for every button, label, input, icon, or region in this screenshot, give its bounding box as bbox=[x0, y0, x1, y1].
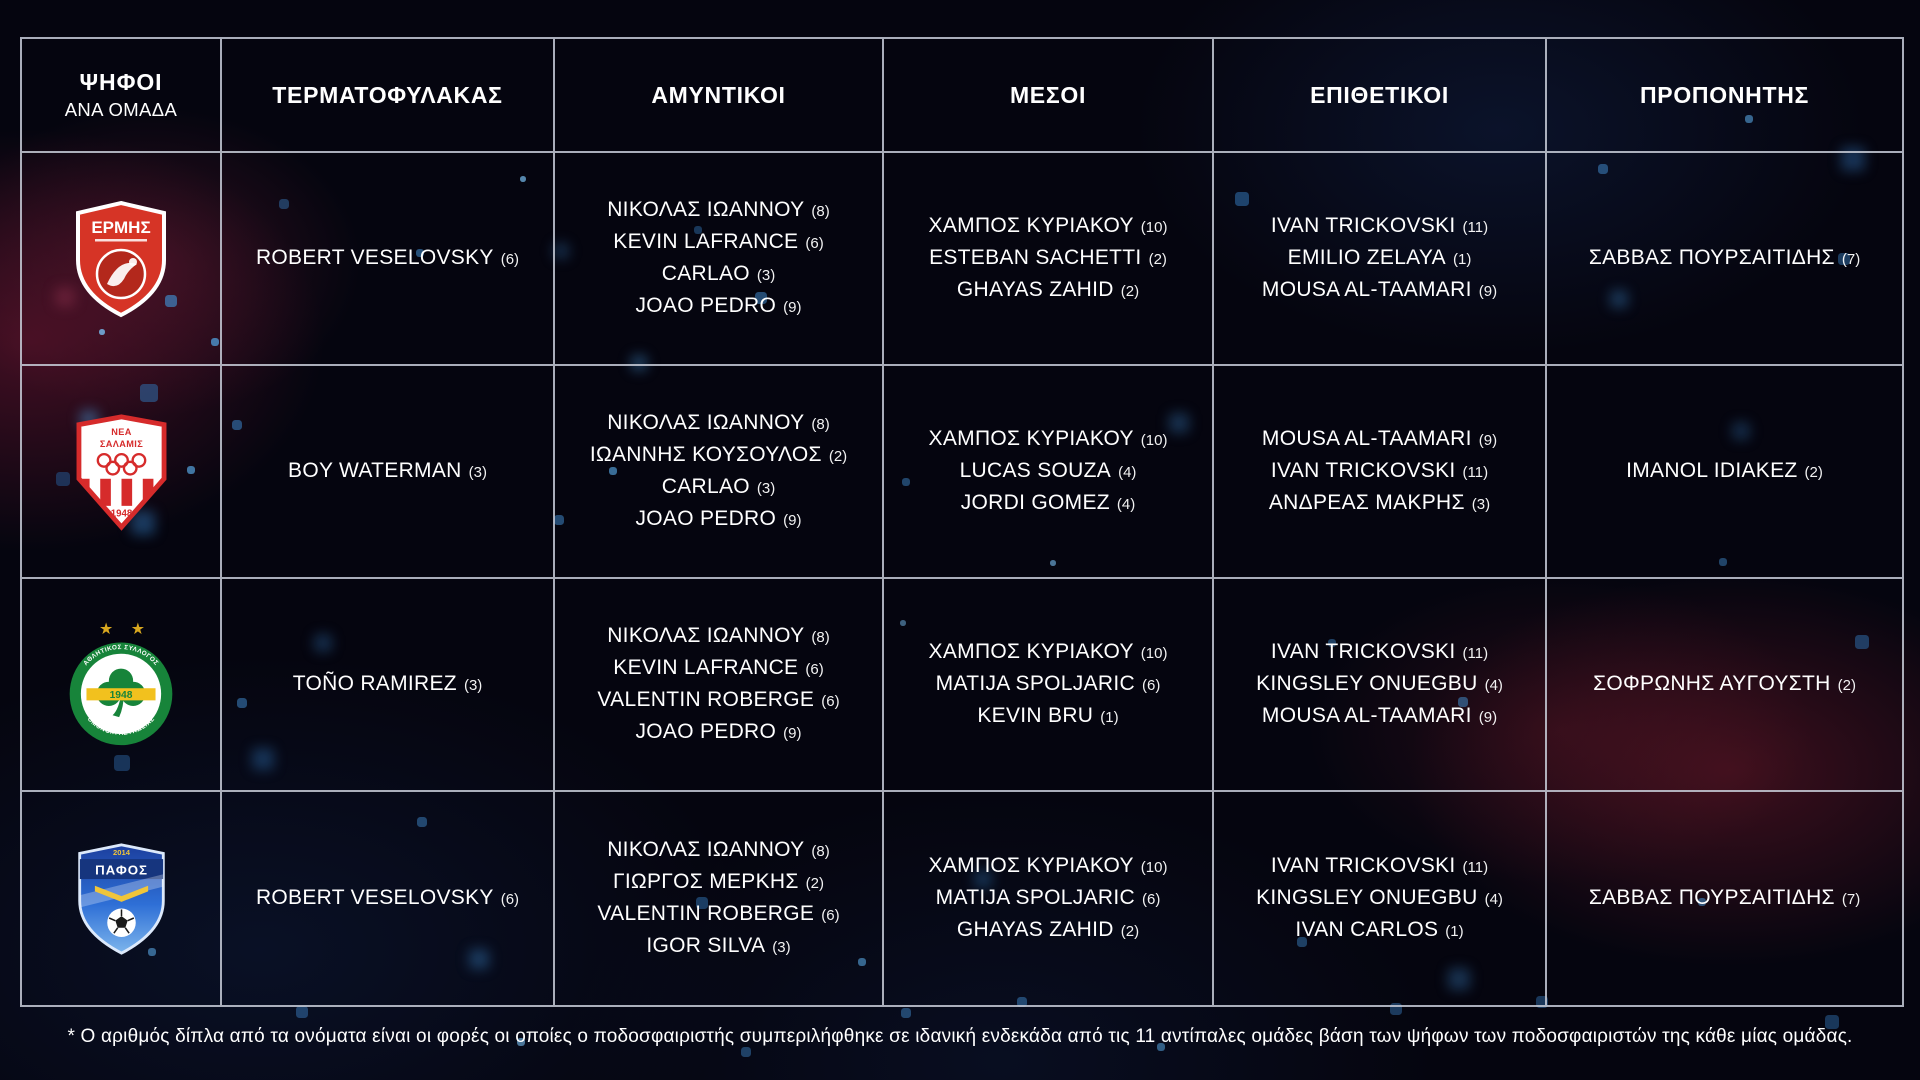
vote-count: ( 4 ) bbox=[1118, 458, 1136, 488]
vote-count: ( 3 ) bbox=[1472, 490, 1490, 520]
player-name: ΝΙΚΟΛΑΣ ΙΩΑΝΝΟΥ bbox=[607, 837, 805, 861]
nea-salamis-goalkeeper-cell bbox=[222, 366, 555, 579]
header-forwards: ΕΠΙΘΕΤΙΚΟΙ bbox=[1214, 39, 1547, 153]
nea-salamis-logo-name-line2: ΣΑΛΑΜΙΣ bbox=[99, 438, 143, 449]
vote-count: ( 2 ) bbox=[1121, 917, 1139, 947]
player-name: ΧΑΜΠΟΣ ΚΥΡΙΑΚΟΥ bbox=[928, 639, 1134, 663]
player-name: JOAO PEDRO bbox=[635, 293, 777, 317]
player-name: MATIJA SPOLJARIC bbox=[935, 885, 1135, 909]
player-name: TOÑO RAMIREZ bbox=[292, 671, 457, 695]
vote-count: ( 2 ) bbox=[1805, 458, 1823, 488]
player-entry bbox=[936, 883, 1161, 915]
player-entry bbox=[293, 669, 483, 701]
player-entry bbox=[646, 931, 790, 963]
player-entry bbox=[1256, 669, 1503, 701]
pafos-logo-year: 2014 bbox=[112, 847, 130, 857]
vote-count: ( 7 ) bbox=[1842, 245, 1860, 275]
omonoia-goalkeeper-cell bbox=[222, 579, 555, 792]
player-name: IGOR SILVA bbox=[646, 933, 766, 957]
player-name: ROBERT VESELOVSKY bbox=[255, 885, 494, 909]
player-name: ESTEBAN SACHETTI bbox=[929, 245, 1142, 269]
player-name: KINGSLEY ONUEGBU bbox=[1256, 671, 1478, 695]
nea-salamis-forwards-cell bbox=[1214, 366, 1547, 579]
player-entry bbox=[1256, 883, 1503, 915]
bokeh-dots-soft bbox=[0, 0, 2, 2]
player-entry bbox=[929, 637, 1168, 669]
player-name: MOUSA AL-TAAMARI bbox=[1261, 277, 1472, 301]
player-entry bbox=[1295, 915, 1463, 947]
vote-count: ( 9 ) bbox=[783, 293, 801, 323]
player-entry bbox=[613, 653, 823, 685]
player-entry bbox=[929, 211, 1168, 243]
player-name: VALENTIN ROBERGE bbox=[597, 901, 815, 925]
omonoia-forwards-cell bbox=[1214, 579, 1547, 792]
football-icon bbox=[107, 908, 136, 937]
player-entry bbox=[256, 883, 519, 915]
player-name: LUCAS SOUZA bbox=[959, 458, 1112, 482]
header-goalkeeper: ΤΕΡΜΑΤΟΦΥΛΑΚΑΣ bbox=[222, 39, 555, 153]
team-cell-ermis bbox=[22, 153, 222, 366]
header-coach: ΠΡΟΠΟΝΗΤΗΣ bbox=[1547, 39, 1902, 153]
ermis-logo-icon bbox=[71, 200, 171, 318]
vote-count: ( 10 ) bbox=[1141, 853, 1168, 883]
player-name: GHAYAS ZAHID bbox=[956, 277, 1114, 301]
player-entry bbox=[960, 456, 1137, 488]
pafos-defenders-cell bbox=[555, 792, 884, 1005]
player-entry bbox=[1626, 456, 1823, 488]
player-name: JOAO PEDRO bbox=[635, 719, 777, 743]
vote-count: ( 2 ) bbox=[1121, 277, 1139, 307]
player-entry bbox=[1271, 211, 1488, 243]
player-entry bbox=[1288, 243, 1472, 275]
nea-salamis-logo-icon bbox=[73, 413, 170, 531]
player-entry bbox=[1271, 851, 1488, 883]
team-cell-pafos bbox=[22, 792, 222, 1005]
player-entry bbox=[662, 472, 776, 504]
vote-count: ( 6 ) bbox=[821, 901, 839, 931]
vote-count: ( 9 ) bbox=[1479, 703, 1497, 733]
vote-count: ( 8 ) bbox=[811, 837, 829, 867]
ermis-coach-cell bbox=[1547, 153, 1902, 366]
vote-count: ( 6 ) bbox=[805, 229, 823, 259]
player-entry bbox=[288, 456, 487, 488]
omonoia-ring-top-text: ΑΘΛΗΤΙΚΟΣ ΣΥΛΛΟΓΟΣ bbox=[82, 643, 160, 668]
nea-salamis-logo-year: 1948 bbox=[110, 507, 132, 519]
player-entry bbox=[936, 669, 1161, 701]
player-name: KINGSLEY ONUEGBU bbox=[1256, 885, 1478, 909]
player-name: CARLAO bbox=[661, 261, 750, 285]
header-midfielders: ΜΕΣΟΙ bbox=[884, 39, 1214, 153]
player-name: ΧΑΜΠΟΣ ΚΥΡΙΑΚΟΥ bbox=[928, 426, 1134, 450]
player-entry bbox=[1262, 424, 1497, 456]
player-entry bbox=[597, 899, 839, 931]
footnote: * Ο αριθμός δίπλα από τα ονόματα είναι οι φορές οι οποίες ο ποδοσφαιριστής συμπεριλήφθηκε σε ιδανική ενδεκάδα από τις 11 αντίπαλες ομάδες βάση των ψήφων των ποδοσφαιριστών της κάθε μίας ομάδας. bbox=[67, 1026, 1853, 1047]
vote-count: ( 6 ) bbox=[501, 885, 519, 915]
player-name: ΧΑΜΠΟΣ ΚΥΡΙΑΚΟΥ bbox=[928, 853, 1134, 877]
player-name: ΝΙΚΟΛΑΣ ΙΩΑΝΝΟΥ bbox=[607, 410, 805, 434]
vote-count: ( 9 ) bbox=[783, 719, 801, 749]
player-entry bbox=[635, 291, 801, 323]
bokeh-dots-sharp bbox=[0, 0, 2, 2]
player-name: IVAN TRICKOVSKI bbox=[1270, 639, 1456, 663]
player-name: GHAYAS ZAHID bbox=[956, 917, 1114, 941]
pafos-coach-cell bbox=[1547, 792, 1902, 1005]
header-defenders: ΑΜΥΝΤΙΚΟΙ bbox=[555, 39, 884, 153]
vote-count: ( 2 ) bbox=[1149, 245, 1167, 275]
player-name: ΣΑΒΒΑΣ ΠΟΥΡΣΑΙΤΙΔΗΣ bbox=[1588, 245, 1835, 269]
player-entry bbox=[613, 867, 824, 899]
player-entry bbox=[613, 227, 823, 259]
vote-count: ( 10 ) bbox=[1141, 639, 1168, 669]
player-name: BOY WATERMAN bbox=[288, 458, 462, 482]
nea-salamis-defenders-cell bbox=[555, 366, 884, 579]
player-name: MOUSA AL-TAAMARI bbox=[1261, 703, 1472, 727]
omonoia-logo-year: 1948 bbox=[109, 690, 133, 702]
vote-count: ( 3 ) bbox=[757, 261, 775, 291]
vote-count: ( 11 ) bbox=[1463, 458, 1489, 488]
player-name: MOUSA AL-TAAMARI bbox=[1261, 426, 1472, 450]
ermis-goalkeeper-cell bbox=[222, 153, 555, 366]
vote-count: ( 2 ) bbox=[1838, 671, 1856, 701]
omonoia-ring-bottom-text: ΟΜΟΝΟΙΑ ΛΕΥΚΩΣΙΑΣ bbox=[85, 715, 157, 737]
player-entry bbox=[1262, 701, 1497, 733]
vote-count: ( 10 ) bbox=[1141, 426, 1168, 456]
pafos-logo-icon bbox=[74, 842, 169, 956]
player-name: IVAN TRICKOVSKI bbox=[1270, 213, 1456, 237]
player-name: IVAN CARLOS bbox=[1295, 917, 1439, 941]
player-name: IMANOL IDIAKEZ bbox=[1626, 458, 1798, 482]
player-entry bbox=[929, 243, 1167, 275]
player-entry bbox=[590, 440, 847, 472]
player-name: KEVIN LAFRANCE bbox=[613, 229, 799, 253]
player-name: IVAN TRICKOVSKI bbox=[1270, 458, 1456, 482]
player-entry bbox=[1271, 637, 1488, 669]
vote-count: ( 7 ) bbox=[1842, 885, 1860, 915]
player-name: CARLAO bbox=[661, 474, 750, 498]
player-entry bbox=[662, 259, 776, 291]
vote-count: ( 8 ) bbox=[811, 197, 829, 227]
player-entry bbox=[607, 621, 830, 653]
nea-salamis-midfielders-cell bbox=[884, 366, 1214, 579]
team-cell-nea-salamis bbox=[22, 366, 222, 579]
star-icon: ★ bbox=[130, 619, 145, 639]
vote-count: ( 6 ) bbox=[1142, 885, 1160, 915]
omonoia-logo-icon bbox=[65, 619, 177, 750]
vote-count: ( 9 ) bbox=[1479, 277, 1497, 307]
vote-count: ( 11 ) bbox=[1463, 853, 1489, 883]
vote-count: ( 9 ) bbox=[783, 506, 801, 536]
header-votes-subtitle: ΑΝΑ ΟΜΑΔΑ bbox=[64, 99, 178, 120]
ermis-defenders-cell bbox=[555, 153, 884, 366]
ermis-forwards-cell bbox=[1214, 153, 1547, 366]
vote-count: ( 1 ) bbox=[1100, 703, 1118, 733]
player-name: MATIJA SPOLJARIC bbox=[935, 671, 1135, 695]
nea-salamis-logo-name-line1: ΝΕΑ bbox=[110, 426, 132, 437]
player-entry bbox=[1269, 488, 1490, 520]
player-name: EMILIO ZELAYA bbox=[1287, 245, 1446, 269]
player-name: ΣΟΦΡΩΝΗΣ ΑΥΓΟΥΣΤΗ bbox=[1593, 671, 1831, 695]
vote-count: ( 8 ) bbox=[811, 623, 829, 653]
vote-count: ( 1 ) bbox=[1445, 917, 1463, 947]
team-cell-omonoia bbox=[22, 579, 222, 792]
star-icon: ★ bbox=[98, 619, 114, 639]
player-entry bbox=[607, 408, 830, 440]
vote-count: ( 4 ) bbox=[1117, 490, 1135, 520]
vote-count: ( 3 ) bbox=[469, 458, 487, 488]
player-name: ΓΙΩΡΓΟΣ ΜΕΡΚΗΣ bbox=[612, 869, 799, 893]
vote-count: ( 2 ) bbox=[829, 442, 847, 472]
vote-count: ( 3 ) bbox=[772, 933, 790, 963]
player-entry bbox=[635, 717, 801, 749]
pafos-midfielders-cell bbox=[884, 792, 1214, 1005]
player-entry bbox=[977, 701, 1118, 733]
player-name: ROBERT VESELOVSKY bbox=[255, 245, 494, 269]
omonoia-coach-cell bbox=[1547, 579, 1902, 792]
player-entry bbox=[1593, 669, 1856, 701]
player-entry bbox=[256, 243, 519, 275]
player-name: KEVIN LAFRANCE bbox=[613, 655, 799, 679]
player-name: JOAO PEDRO bbox=[635, 506, 777, 530]
vote-count: ( 6 ) bbox=[821, 687, 839, 717]
pafos-goalkeeper-cell bbox=[222, 792, 555, 1005]
header-votes-per-team bbox=[22, 39, 222, 153]
nea-salamis-coach-cell bbox=[1547, 366, 1902, 579]
vote-count: ( 6 ) bbox=[805, 655, 823, 685]
player-name: IVAN TRICKOVSKI bbox=[1270, 853, 1456, 877]
ideal-eleven-votes-table bbox=[20, 37, 1904, 1007]
player-name: ΑΝΔΡΕΑΣ ΜΑΚΡΗΣ bbox=[1268, 490, 1465, 514]
player-entry bbox=[607, 835, 830, 867]
player-entry bbox=[635, 504, 801, 536]
header-votes-title: ΨΗΦΟΙ bbox=[79, 69, 163, 95]
player-entry bbox=[957, 915, 1139, 947]
vote-count: ( 6 ) bbox=[501, 245, 519, 275]
player-name: JORDI GOMEZ bbox=[960, 490, 1110, 514]
player-name: ΝΙΚΟΛΑΣ ΙΩΑΝΝΟΥ bbox=[607, 197, 805, 221]
vote-count: ( 6 ) bbox=[1142, 671, 1160, 701]
player-name: KEVIN BRU bbox=[977, 703, 1094, 727]
vote-count: ( 10 ) bbox=[1141, 213, 1168, 243]
vote-count: ( 11 ) bbox=[1463, 213, 1489, 243]
player-entry bbox=[929, 424, 1168, 456]
vote-count: ( 1 ) bbox=[1453, 245, 1471, 275]
omonoia-midfielders-cell bbox=[884, 579, 1214, 792]
vote-count: ( 9 ) bbox=[1479, 426, 1497, 456]
vote-count: ( 8 ) bbox=[811, 410, 829, 440]
player-entry bbox=[929, 851, 1168, 883]
player-entry bbox=[961, 488, 1135, 520]
player-name: VALENTIN ROBERGE bbox=[597, 687, 815, 711]
player-entry bbox=[1271, 456, 1488, 488]
vote-count: ( 4 ) bbox=[1485, 671, 1503, 701]
vote-count: ( 4 ) bbox=[1485, 885, 1503, 915]
player-entry bbox=[1589, 883, 1860, 915]
player-name: ΝΙΚΟΛΑΣ ΙΩΑΝΝΟΥ bbox=[607, 623, 805, 647]
vote-count: ( 11 ) bbox=[1463, 639, 1489, 669]
player-entry bbox=[607, 195, 830, 227]
player-entry bbox=[957, 275, 1139, 307]
vote-count: ( 3 ) bbox=[464, 671, 482, 701]
ermis-logo-name: ΕΡΜΗΣ bbox=[91, 217, 151, 237]
player-entry bbox=[1589, 243, 1860, 275]
player-entry bbox=[1262, 275, 1497, 307]
player-name: ΧΑΜΠΟΣ ΚΥΡΙΑΚΟΥ bbox=[928, 213, 1134, 237]
vote-count: ( 3 ) bbox=[757, 474, 775, 504]
pafos-forwards-cell bbox=[1214, 792, 1547, 1005]
player-name: ΣΑΒΒΑΣ ΠΟΥΡΣΑΙΤΙΔΗΣ bbox=[1588, 885, 1835, 909]
omonoia-defenders-cell bbox=[555, 579, 884, 792]
vote-count: ( 2 ) bbox=[806, 869, 824, 899]
player-entry bbox=[597, 685, 839, 717]
player-name: ΙΩΑΝΝΗΣ ΚΟΥΣΟΥΛΟΣ bbox=[589, 442, 822, 466]
ermis-midfielders-cell bbox=[884, 153, 1214, 366]
pafos-logo-name: ΠΑΦΟΣ bbox=[94, 861, 148, 877]
